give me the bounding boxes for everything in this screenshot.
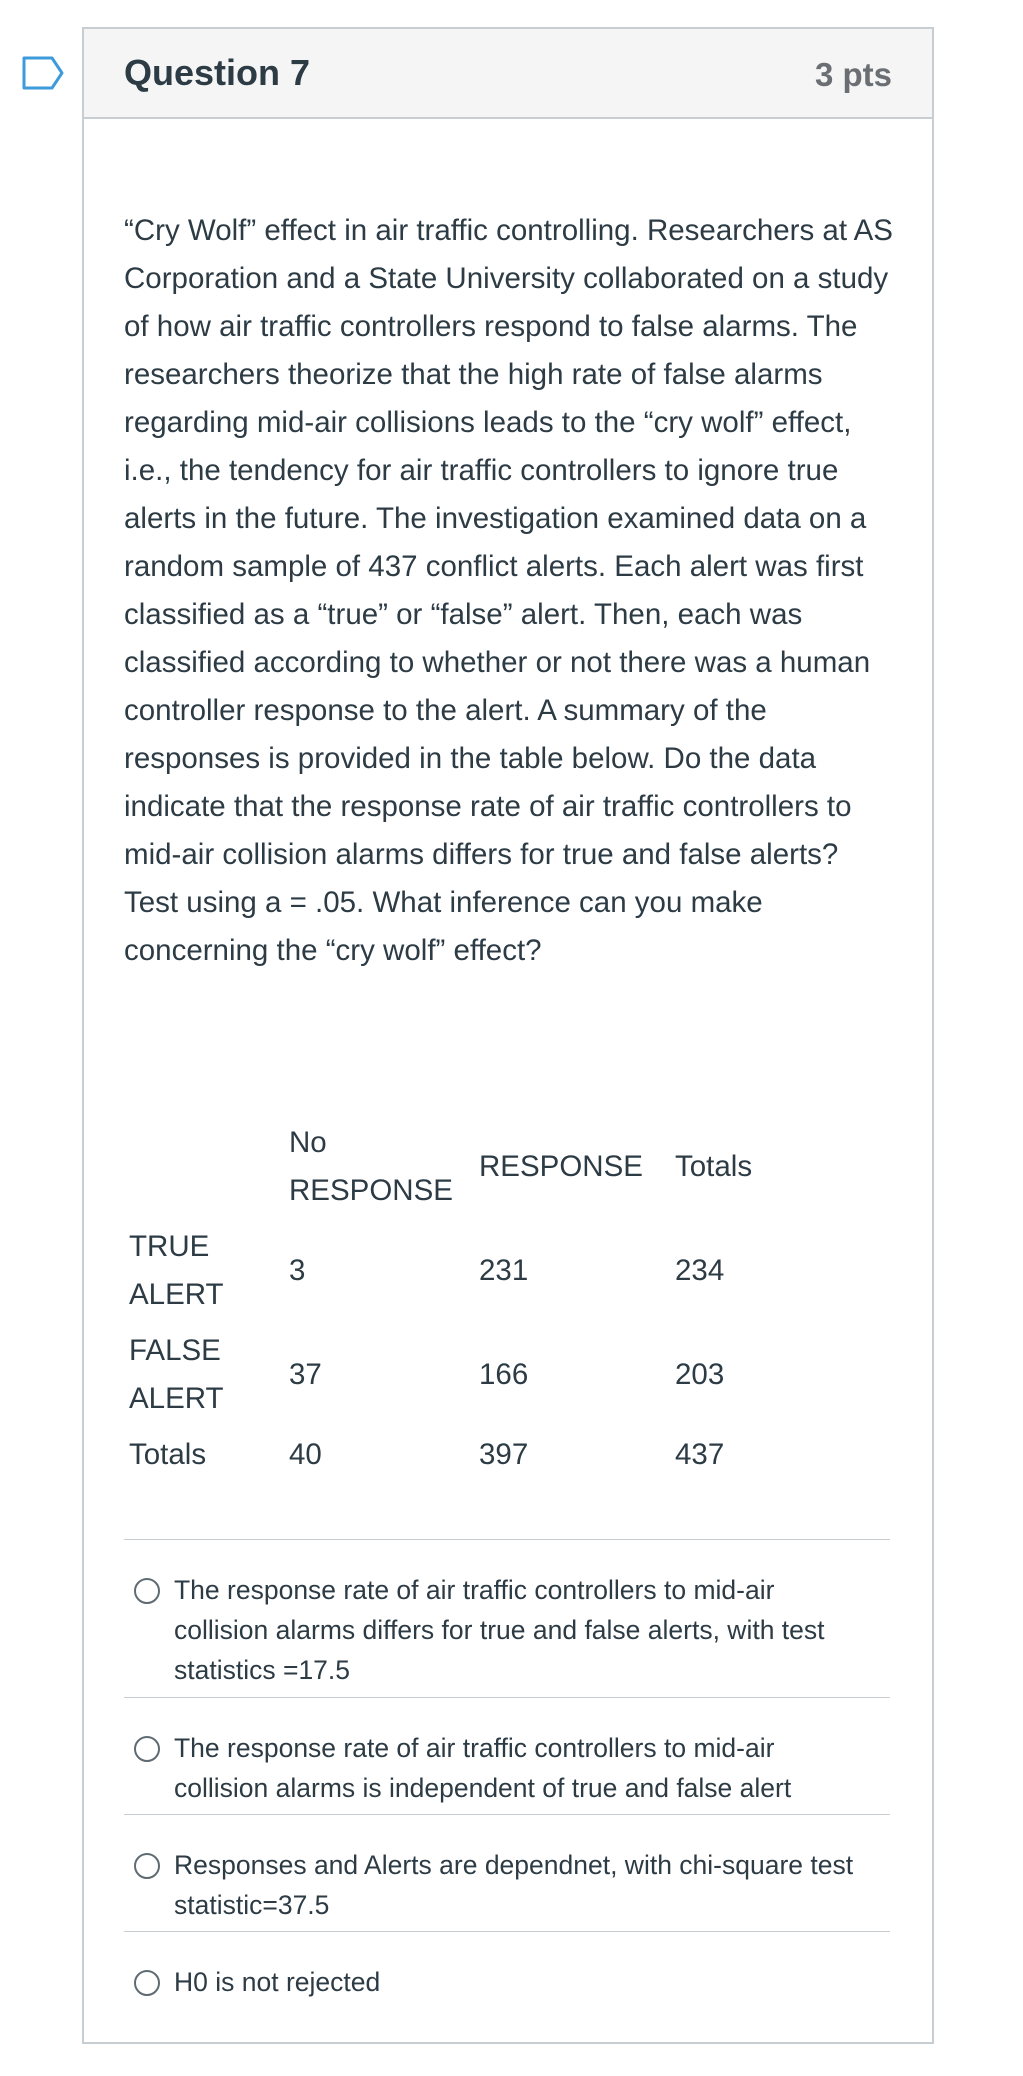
answer-label[interactable]: Responses and Alerts are dependnet, with chi-square test statistic=37.5 xyxy=(174,1850,854,1920)
answer-list xyxy=(124,1539,890,2021)
table-cell: 234 xyxy=(675,1254,725,1287)
answer-label[interactable]: The response rate of air traffic controllers to mid-air collision alarms differs for true and false alerts, with test statistics =17.5 xyxy=(174,1575,825,1685)
question-text: “Cry Wolf” effect in air traffic controlling. Researchers at AS Corporation and a State University collaborated on a study of how air traffic controllers respond to false alarms. The researchers theorize that the high rate of false alarms regarding mid-air collisions leads to the “cry wolf” effect, i.e., the tendency for air traffic controllers to ignore true alerts in the future. The investigation examined data on a random sample of 437 conflict alerts. Each alert was first classified as a “true” or “false” alert. Then, each was classified according to whether or not there was a human controller response to the alert. A summary of the responses is provided in the table below. Do the data indicate that the response rate of air traffic controllers to mid-air collision alarms differs for true and false alerts? Test using a = .05. What inference can you make concerning the “cry wolf” effect? xyxy=(124,214,893,967)
table-cell: 397 xyxy=(479,1438,529,1471)
table-cell: 203 xyxy=(675,1358,725,1391)
table-header-cell: RESPONSE xyxy=(479,1150,643,1183)
radio-button[interactable] xyxy=(134,1853,160,1879)
answer-label[interactable]: H0 is not rejected xyxy=(174,1967,381,1997)
answer-option-2[interactable] xyxy=(124,1697,890,1814)
question-card xyxy=(82,27,934,2044)
table-cell: FALSE ALERT xyxy=(129,1334,224,1415)
radio-button[interactable] xyxy=(134,1736,160,1762)
table-cell: 166 xyxy=(479,1358,529,1391)
table-cell: 231 xyxy=(479,1254,529,1287)
answer-option-3[interactable] xyxy=(124,1814,890,1931)
question-points: 3 pts xyxy=(814,56,892,93)
table-cell: 437 xyxy=(675,1438,725,1471)
question-title: Question 7 xyxy=(124,52,311,93)
answer-label[interactable]: The response rate of air traffic controllers to mid-air collision alarms is independent of true and false alert xyxy=(174,1733,792,1803)
table-cell: 40 xyxy=(289,1438,322,1471)
table-header-row xyxy=(124,1119,800,1215)
table-cell: Totals xyxy=(129,1438,207,1471)
table-cell: 3 xyxy=(289,1254,306,1287)
table-row xyxy=(124,1319,800,1423)
question-header xyxy=(84,29,932,119)
table-header-cell xyxy=(124,1119,284,1215)
radio-button[interactable] xyxy=(134,1578,160,1604)
table-row xyxy=(124,1423,800,1479)
table-row xyxy=(124,1215,800,1319)
flag-question-icon[interactable] xyxy=(22,56,64,90)
table-header-cell: Totals xyxy=(675,1150,753,1183)
radio-button[interactable] xyxy=(134,1970,160,1996)
table-cell: 37 xyxy=(289,1358,322,1391)
answer-option-1[interactable] xyxy=(124,1539,890,1697)
answer-option-4[interactable] xyxy=(124,1931,890,2021)
table-cell: TRUE ALERT xyxy=(129,1230,224,1311)
contingency-table xyxy=(124,1119,800,1479)
table-header-cell: No RESPONSE xyxy=(289,1126,453,1207)
